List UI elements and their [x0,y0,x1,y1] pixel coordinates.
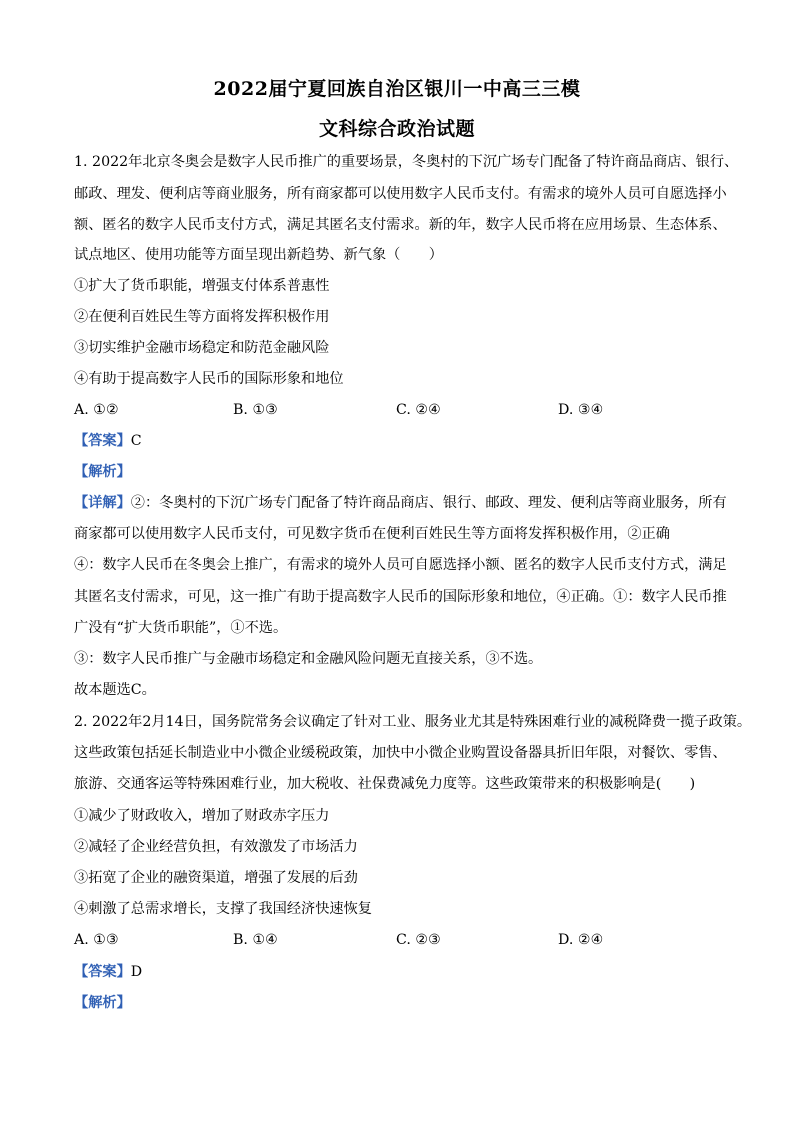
q1-stem-line: 邮政、理发、便利店等商业服务，所有商家都可以使用数字人民币支付。有需求的境外人员可自愿选择小 [74,186,727,202]
q1-detail-line [74,493,734,513]
q2-stem-line: 旅游、交通客运等特殊困难行业，加大税收、社保费减免力度等。这些政策带来的积极影响是( ) [74,776,696,792]
detail-tag: 【详解】 [74,495,131,511]
q1-option-d: D. ③④ [558,402,604,418]
q2-statement: ②减轻了企业经营负担，有效激发了市场活力 [74,839,358,855]
q1-detail-line: ④：数字人民币在冬奥会上推广，有需求的境外人员可自愿选择小额、匿名的数字人民币支付方式，满足 [74,557,727,573]
q2-option-a: A. ①③ [74,932,119,948]
answer-value: C [130,433,142,449]
q1-detail-line: 广没有“扩大货币职能”，①不选。 [74,620,288,636]
q1-answer [74,431,734,451]
q2-statement: ①减少了财政收入，增加了财政赤字压力 [74,808,330,824]
answer-tag: 【答案】 [74,964,131,980]
q1-statement: ③切实维护金融市场稳定和防范金融风险 [74,340,330,356]
detail-text: ②：冬奥村的下沉广场专门配备了特许商品商店、银行、邮政、理发、便利店等商业服务，所有 [130,495,727,511]
q1-statement: ④有助于提高数字人民币的国际形象和地位 [74,371,344,387]
q1-stem-line: 1. 2022年北京冬奥会是数字人民币推广的重要场景，冬奥村的下沉广场专门配备了特许商品商店、银行、 [74,154,739,170]
document-title: 2022届宁夏回族自治区银川一中高三三模 [213,78,581,100]
q2-answer [74,962,734,982]
q2-stem-line: 2. 2022年2月14日，国务院常务会议确定了针对工业、服务业尤其是特殊困难行业的减税降费一揽子政策。 [74,714,752,730]
q2-option-c: C. ②③ [396,932,441,948]
q1-statement: ②在便利百姓民生等方面将发挥积极作用 [74,309,330,325]
analysis-tag: 【解析】 [74,464,131,480]
q2-option-b: B. ①④ [233,932,278,948]
analysis-tag: 【解析】 [74,995,131,1011]
q1-detail-line: ③：数字人民币推广与金融市场稳定和金融风险问题无直接关系，③不选。 [74,651,543,667]
q1-detail-line: 其匿名支付需求，可见，这一推广有助于提高数字人民币的国际形象和地位，④正确。①：数字人民币推 [74,589,727,605]
q1-option-b: B. ①③ [233,402,278,418]
q2-stem-line: 这些政策包括延长制造业中小微企业缓税政策，加快中小微企业购置设备器具折旧年限，对餐饮、零售、 [74,745,727,761]
q1-analysis [74,462,734,482]
q1-statement: ①扩大了货币职能，增强支付体系普惠性 [74,278,330,294]
q1-detail-line: 故本题选C。 [74,682,156,698]
q1-stem-line: 试点地区、使用功能等方面呈现出新趋势、新气象（ ） [74,247,443,263]
q2-statement: ④刺激了总需求增长，支撑了我国经济快速恢复 [74,901,372,917]
q2-statement: ③拓宽了企业的融资渠道，增强了发展的后劲 [74,870,358,886]
q1-stem-line: 额、匿名的数字人民币支付方式，满足其匿名支付需求。新的年，数字人民币将在应用场景、生态体系、 [74,217,727,233]
q1-option-a: A. ①② [74,402,119,418]
q1-option-c: C. ②④ [396,402,441,418]
q2-analysis [74,993,734,1013]
q2-option-d: D. ②④ [558,932,604,948]
answer-tag: 【答案】 [74,433,131,449]
q1-detail-line: 商家都可以使用数字人民币支付，可见数字货币在便利百姓民生等方面将发挥积极作用，②正确 [74,526,670,542]
answer-value: D [130,964,143,980]
document-subtitle: 文科综合政治试题 [318,118,475,140]
